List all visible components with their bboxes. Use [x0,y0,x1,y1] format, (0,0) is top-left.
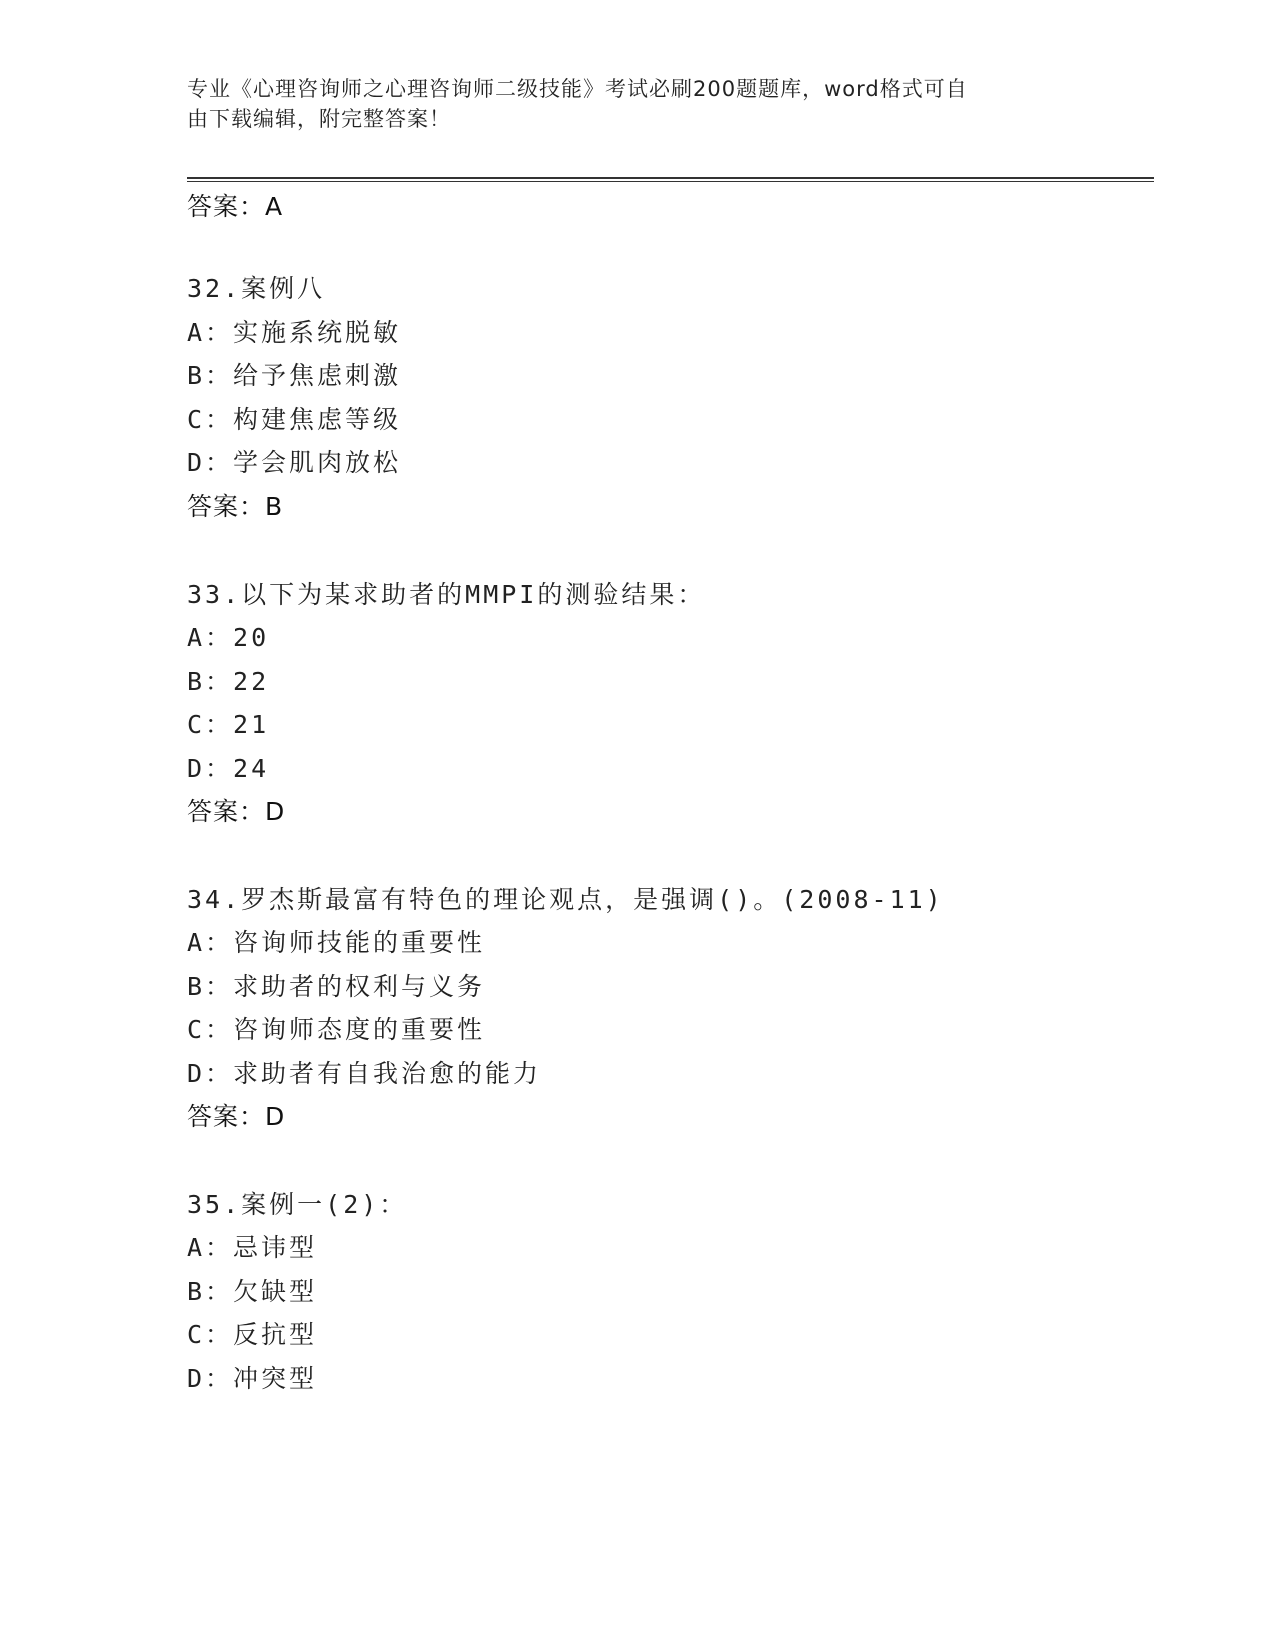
question-34-stem: 34.罗杰斯最富有特色的理论观点，是强调()。(2008-11) [187,885,944,914]
question-35-option-a: A：忌讳型 [187,1233,318,1262]
question-32-option-b: B：给予焦虑刺激 [187,361,402,390]
question-35-option-c: C：反抗型 [187,1320,318,1349]
question-35-option-d: D：冲突型 [187,1364,318,1393]
question-33-option-c: C：21 [187,710,270,739]
question-32-option-c: C：构建焦虑等级 [187,405,402,434]
header-line-1: 专业《心理咨询师之心理咨询师二级技能》考试必刷200题题库，word格式可自 [187,77,968,101]
question-33-stem: 33.以下为某求助者的MMPI的测验结果： [187,580,706,609]
question-35-stem: 35.案例一(2)： [187,1190,408,1219]
question-32-option-a: A：实施系统脱敏 [187,318,402,347]
question-33-answer: 答案：D [187,797,286,826]
question-33-option-b: B：22 [187,667,270,696]
header-line-2: 由下载编辑，附完整答案！ [187,107,451,131]
question-32-stem: 32.案例八 [187,274,326,303]
question-34-option-c: C：咨询师态度的重要性 [187,1015,486,1044]
question-32-answer: 答案：B [187,492,284,521]
question-32-option-d: D：学会肌肉放松 [187,448,402,477]
question-33-option-a: A：20 [187,623,270,652]
document-header [187,74,1067,134]
question-34-answer: 答案：D [187,1102,286,1131]
question-34-option-b: B：求助者的权利与义务 [187,972,486,1001]
question-33-option-d: D：24 [187,754,270,783]
question-34-option-d: D：求助者有自我治愈的能力 [187,1059,542,1088]
header-divider-thick [187,177,1154,179]
question-35-option-b: B：欠缺型 [187,1277,318,1306]
answer-previous: 答案：A [187,192,284,221]
question-34-option-a: A：咨询师技能的重要性 [187,928,486,957]
header-divider-thin [187,181,1154,182]
